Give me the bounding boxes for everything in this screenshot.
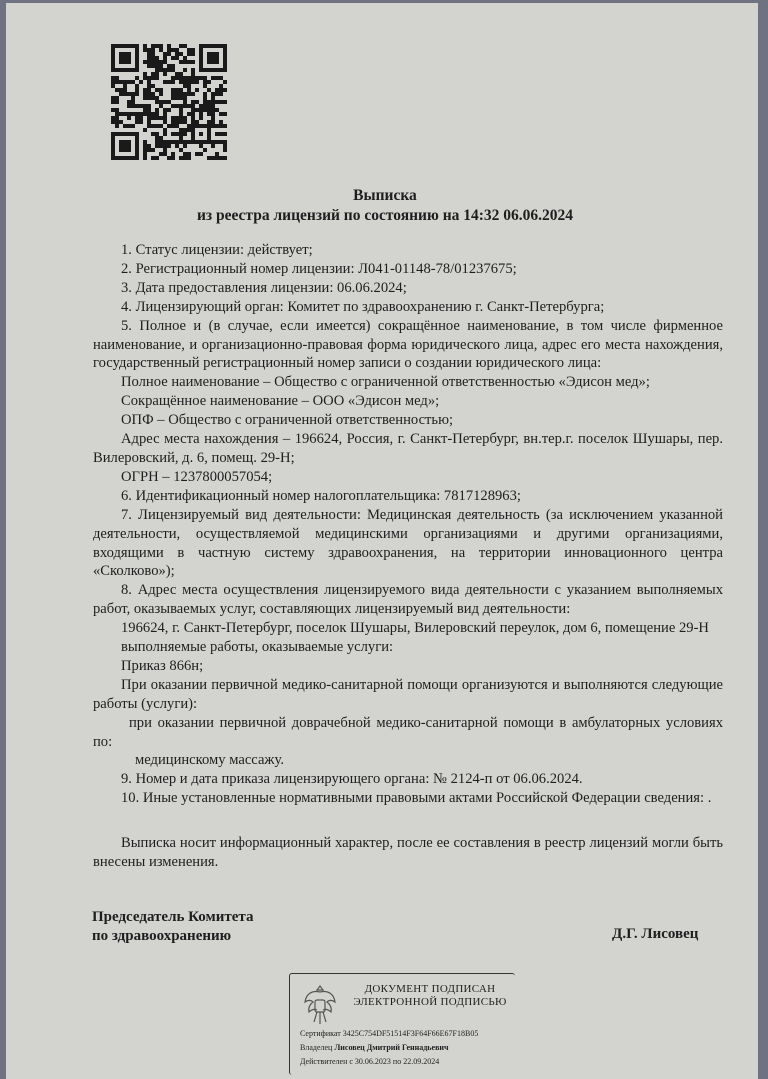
item-registration-number: 2. Регистрационный номер лицензии: Л041-01148-78/01237675; bbox=[121, 260, 517, 277]
item-activity-address: 8. Адрес места осуществления лицензируемого вида деятельности с указанием выполняемых работ, оказываемых услуг, составляющих лицензируемый вид деятельности: bbox=[93, 582, 723, 618]
item-order-number: 9. Номер и дата приказа лицензирующего органа: № 2124-п от 06.06.2024. bbox=[121, 771, 583, 788]
item-license-status: 1. Статус лицензии: действует; bbox=[121, 242, 313, 258]
item-licensing-body: 4. Лицензирующий орган: Комитет по здравоохранению г. Санкт-Петербурга; bbox=[121, 298, 605, 315]
document-subtitle: из реестра лицензий по состоянию на 14:32 06.06.2024 bbox=[196, 207, 574, 224]
document-page bbox=[6, 3, 758, 1079]
owner-value: Лисовец Дмитрий Геннадьевич bbox=[334, 1043, 449, 1052]
electronic-signature-stamp bbox=[289, 973, 515, 1075]
primary-care-works: При оказании первичной медико-санитарной помощи организуются и выполняются следующие работы (услуги): bbox=[93, 676, 723, 712]
stamp-title-line2: ЭЛЕКТРОННОЙ ПОДПИСЬЮ bbox=[353, 996, 507, 1008]
qr-code-icon bbox=[111, 44, 227, 160]
activity-address: 196624, г. Санкт-Петербург, поселок Шушары, Вилеровский переулок, дом 6, помещение 29-Н bbox=[121, 620, 709, 637]
signatory-name: Д.Г. Лисовец bbox=[612, 926, 699, 942]
item-activity-type: 7. Лицензируемый вид деятельности: Медицинская деятельность (за исключением указанной деятельности, осуществляемой медицинскими организациями и другими организациями, входящими в частную систему здравоохранения, на территории инновационного центра «Сколково»); bbox=[93, 506, 723, 580]
legal-form: ОПФ – Общество с ограниченной ответственностью; bbox=[121, 412, 454, 429]
stamp-title-line1: ДОКУМЕНТ ПОДПИСАН bbox=[364, 983, 496, 995]
coat-of-arms-icon bbox=[302, 982, 338, 1028]
short-name: Сокращённое наименование – ООО «Эдисон мед»; bbox=[121, 393, 440, 410]
ogrn: ОГРН – 1237800057054; bbox=[121, 468, 273, 485]
item-organization-name: 5. Полное и (в случае, если имеется) сокращённое наименование, в том числе фирменное наименование, и организационно-правовая форма юридического лица, адрес его места нахождения, государственный регистрационный номер записи о создании юридического лица: bbox=[93, 317, 723, 372]
stamp-certificate bbox=[300, 1029, 478, 1038]
stamp-title bbox=[350, 983, 510, 1009]
medical-massage: медицинскому массажу. bbox=[135, 752, 285, 769]
legal-address: Адрес места нахождения – 196624, Россия, г. Санкт-Петербург, вн.тер.г. поселок Шушары, пер. Вилеровский, д. 6, помещ. 29-Н; bbox=[93, 431, 723, 466]
full-name: Полное наименование – Общество с ограниченной ответственностью «Эдисон мед»; bbox=[121, 374, 650, 391]
document-title: Выписка bbox=[353, 187, 417, 204]
disclaimer-note: Выписка носит информационный характер, после ее составления в реестр лицензий могли быть внесены изменения. bbox=[93, 835, 723, 871]
signatory-title-line2: по здравоохранению bbox=[92, 928, 232, 944]
document-body bbox=[93, 241, 723, 872]
works-label: выполняемые работы, оказываемые услуги: bbox=[121, 639, 394, 656]
certificate-value: 3425C754DF51514F3F64F66E67F18B05 bbox=[342, 1029, 479, 1038]
stamp-owner bbox=[300, 1043, 449, 1052]
owner-label: Владелец bbox=[300, 1043, 333, 1052]
certificate-label: Сертификат bbox=[300, 1029, 341, 1038]
signatory-title-line1: Председатель Комитета bbox=[92, 909, 254, 925]
signatory-title bbox=[92, 908, 253, 946]
item-issue-date: 3. Дата предоставления лицензии: 06.06.2024; bbox=[121, 279, 407, 296]
prehospital-care: при оказании первичной доврачебной медико-санитарной помощи в амбулаторных условиях по: bbox=[93, 714, 723, 750]
stamp-validity: Действителен с 30.06.2023 по 22.09.2024 bbox=[300, 1057, 440, 1066]
item-inn: 6. Идентификационный номер налогоплательщика: 7817128963; bbox=[121, 487, 521, 504]
order-866n: Приказ 866н; bbox=[121, 657, 204, 674]
item-other-info: 10. Иные установленные нормативными правовыми актами Российской Федерации сведения: . bbox=[121, 790, 712, 807]
